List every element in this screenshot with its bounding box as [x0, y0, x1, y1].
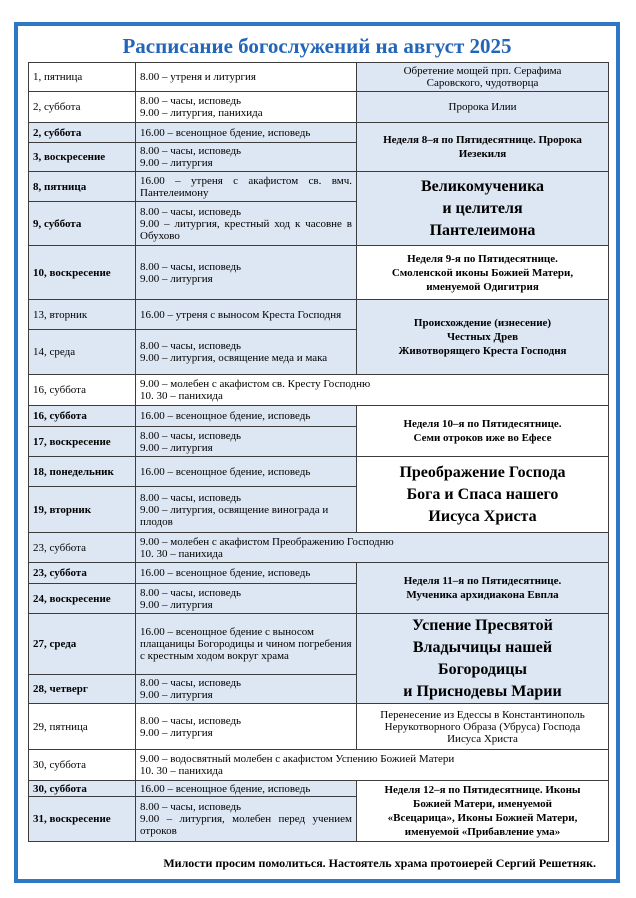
event-line: Успение Пресвятой: [412, 616, 553, 634]
table-row: [29, 123, 609, 143]
event-line: Перенесение из Едессы в Константинополь: [380, 708, 585, 721]
event-line: «Всецарица», Иконы Божией Матери,: [387, 812, 578, 824]
date-cell: 17, воскресение: [29, 427, 136, 457]
date-cell: 2, суббота: [29, 92, 136, 123]
event-line: и Приснодевы Марии: [403, 682, 562, 700]
date-cell: 1, пятница: [29, 63, 136, 92]
event-line: Иисуса Христа: [447, 732, 518, 745]
service-cell: [136, 143, 357, 172]
event-cell: [357, 246, 609, 300]
date-cell: 2, суббота: [29, 123, 136, 143]
service-line: 10. 30 – панихида: [140, 765, 223, 777]
service-line: 8.00 – часы, исповедь: [140, 340, 242, 352]
date-cell: 19, вторник: [29, 487, 136, 533]
service-cell: [136, 246, 357, 300]
table-row: [29, 563, 609, 584]
event-line: Неделя 8–я по Пятидесятнице. Пророка: [383, 134, 582, 146]
service-line: 9.00 – литургия: [140, 689, 213, 701]
date-cell: 31, воскресение: [29, 797, 136, 842]
event-line: Пророка Илии: [448, 101, 517, 113]
date-cell: 30, суббота: [29, 750, 136, 781]
service-line: 10. 30 – панихида: [140, 390, 223, 402]
service-line: 9.00 – водосвятный молебен с акафистом Успению Божией Матери: [140, 753, 455, 765]
service-cell: [136, 533, 609, 563]
service-cell: [136, 563, 357, 584]
page-title: Расписание богослужений на август 2025: [122, 34, 512, 58]
service-line: 8.00 – часы, исповедь: [140, 429, 242, 442]
service-cell: [136, 584, 357, 614]
service-cell: [136, 123, 357, 143]
date-cell: 9, суббота: [29, 202, 136, 246]
event-line: Честных Древ: [446, 331, 519, 343]
event-line: Преображение Господа: [399, 463, 566, 481]
service-cell: [136, 300, 357, 330]
event-line: именуемой Одигитрия: [426, 280, 539, 293]
date-cell: 24, воскресение: [29, 584, 136, 614]
service-cell: [136, 375, 609, 406]
service-cell: [136, 457, 357, 487]
table-row: [29, 92, 609, 123]
service-line: 10. 30 – панихида: [140, 547, 223, 560]
service-line: 9.00 – молебен с акафистом св. Кресту Господню: [140, 378, 371, 390]
footer-note: Милости просим помолиться. Настоятель храма протоиерей Сергий Решетняк.: [163, 856, 596, 870]
date-cell: 13, вторник: [29, 300, 136, 330]
event-line: Божией Матери, именуемой: [413, 798, 552, 810]
date-cell: 3, воскресение: [29, 143, 136, 172]
event-line: Смоленской иконы Божией Матери,: [391, 266, 574, 279]
event-line: именуемой «Прибавление ума»: [404, 826, 561, 838]
service-cell: [136, 487, 357, 533]
event-line: Мученика архидиакона Евпла: [406, 589, 559, 601]
event-line: Неделя 11–я по Пятидесятнице.: [403, 575, 562, 587]
service-line: 9.00 – литургия: [140, 441, 213, 454]
service-cell: [136, 202, 357, 246]
event-line: и целителя: [442, 199, 523, 217]
event-cell: [357, 92, 609, 123]
service-line: 9.00 – литургия, освящение винограда и плодов: [140, 503, 329, 528]
event-cell: [357, 614, 609, 704]
event-cell: [357, 300, 609, 375]
event-line: Неделя 10–я по Пятидесятнице.: [403, 418, 562, 430]
date-cell: 29, пятница: [29, 704, 136, 750]
service-line: 16.00 – утреня с акафистом св. вмч. Пантелеимону: [140, 174, 352, 199]
service-line: 9.00 – литургия, молебен перед учением отроков: [140, 813, 352, 837]
event-line: Нерукотворного Образа (Убруса) Господа: [384, 720, 581, 733]
service-line: 9.00 – литургия, крестный ход к часовне в Обухово: [140, 217, 352, 242]
service-cell: [136, 675, 357, 704]
event-line: Иезекиля: [458, 148, 507, 160]
service-cell: [136, 427, 357, 457]
table-row: [29, 172, 609, 202]
date-cell: 27, среда: [29, 614, 136, 675]
date-cell: 23, суббота: [29, 533, 136, 563]
date-cell: 18, понедельник: [29, 457, 136, 487]
service-line: 16.00 – всенощное бдение, исповедь: [140, 410, 311, 422]
event-line: Бога и Спаса нашего: [406, 485, 559, 503]
event-line: Иисуса Христа: [428, 507, 537, 525]
event-cell: [357, 406, 609, 457]
service-cell: [136, 797, 357, 842]
table-row: [29, 533, 609, 563]
service-line: 8.00 – часы, исповедь: [140, 491, 242, 504]
table-row: [29, 457, 609, 487]
service-cell: [136, 172, 357, 202]
service-line: 9.00 – литургия: [140, 598, 213, 611]
service-line: 8.00 – часы, исповедь: [140, 714, 242, 727]
service-line: 8.00 – часы, исповедь: [140, 95, 242, 107]
service-line: 8.00 – часы, исповедь: [140, 260, 242, 273]
service-line: 8.00 – часы, исповедь: [140, 586, 242, 599]
event-cell: [357, 781, 609, 842]
service-line: 16.00 – всенощное бдение, исповедь: [140, 782, 311, 795]
date-cell: 10, воскресение: [29, 246, 136, 300]
table-row: [29, 375, 609, 406]
table-row: [29, 63, 609, 92]
event-line: Животворящего Креста Господня: [398, 345, 567, 357]
service-line: 9.00 – литургия, панихида: [140, 107, 263, 119]
service-line: 16.00 – всенощное бдение с выносом плащаницы Богородицы и чином погребения с крестным ходом вокруг храма: [140, 626, 352, 662]
service-cell: [136, 406, 357, 427]
event-line: Неделя 9-я по Пятидесятнице.: [407, 252, 558, 265]
service-line: 8.00 – утреня и литургия: [140, 71, 256, 83]
service-line: 16.00 – всенощное бдение, исповедь: [140, 126, 311, 139]
service-line: 16.00 – всенощное бдение, исповедь: [140, 465, 311, 478]
service-cell: [136, 63, 357, 92]
date-cell: 30, суббота: [29, 781, 136, 797]
service-line: 9.00 – молебен с акафистом Преображению Господню: [140, 535, 394, 548]
event-line: Пантелеимона: [429, 221, 536, 239]
service-cell: [136, 614, 357, 675]
service-line: 8.00 – часы, исповедь: [140, 677, 242, 689]
service-cell: [136, 92, 357, 123]
service-line: 9.00 – литургия: [140, 272, 213, 285]
service-line: 16.00 – утреня с выносом Креста Господня: [140, 308, 342, 321]
event-line: Семи отроков иже во Ефесе: [413, 432, 552, 444]
event-cell: [357, 704, 609, 750]
date-cell: 16, суббота: [29, 406, 136, 427]
service-cell: [136, 330, 357, 375]
service-cell: [136, 781, 357, 797]
service-line: 8.00 – часы, исповедь: [140, 801, 242, 813]
date-cell: 8, пятница: [29, 172, 136, 202]
event-cell: [357, 172, 609, 246]
table-row: [29, 406, 609, 427]
event-line: Саровского, чудотворца: [426, 77, 539, 89]
event-line: Обретение мощей прп. Серафима: [403, 65, 562, 77]
event-cell: [357, 123, 609, 172]
event-line: Великомученика: [420, 177, 545, 195]
service-cell: [136, 704, 357, 750]
service-line: 9.00 – литургия: [140, 726, 213, 739]
table-row: [29, 614, 609, 675]
service-line: 9.00 – литургия, освящение меда и мака: [140, 352, 328, 364]
event-cell: [357, 63, 609, 92]
service-cell: [136, 750, 609, 781]
date-cell: 14, среда: [29, 330, 136, 375]
date-cell: 16, суббота: [29, 375, 136, 406]
service-line: 9.00 – литургия: [140, 157, 213, 169]
event-cell: [357, 457, 609, 533]
schedule-table: [28, 62, 609, 842]
event-cell: [357, 563, 609, 614]
table-row: [29, 704, 609, 750]
service-line: 16.00 – всенощное бдение, исповедь: [140, 567, 311, 579]
table-row: [29, 750, 609, 781]
table-row: [29, 781, 609, 797]
event-line: Богородицы: [438, 660, 527, 678]
event-line: Неделя 12–я по Пятидесятнице. Иконы: [384, 784, 581, 796]
service-line: 8.00 – часы, исповедь: [140, 205, 242, 218]
service-line: 8.00 – часы, исповедь: [140, 145, 242, 157]
table-row: [29, 246, 609, 300]
table-row: [29, 300, 609, 330]
event-line: Происхождение (изнесение): [413, 317, 552, 329]
date-cell: 23, суббота: [29, 563, 136, 584]
date-cell: 28, четверг: [29, 675, 136, 704]
event-line: Владычицы нашей: [412, 638, 553, 656]
